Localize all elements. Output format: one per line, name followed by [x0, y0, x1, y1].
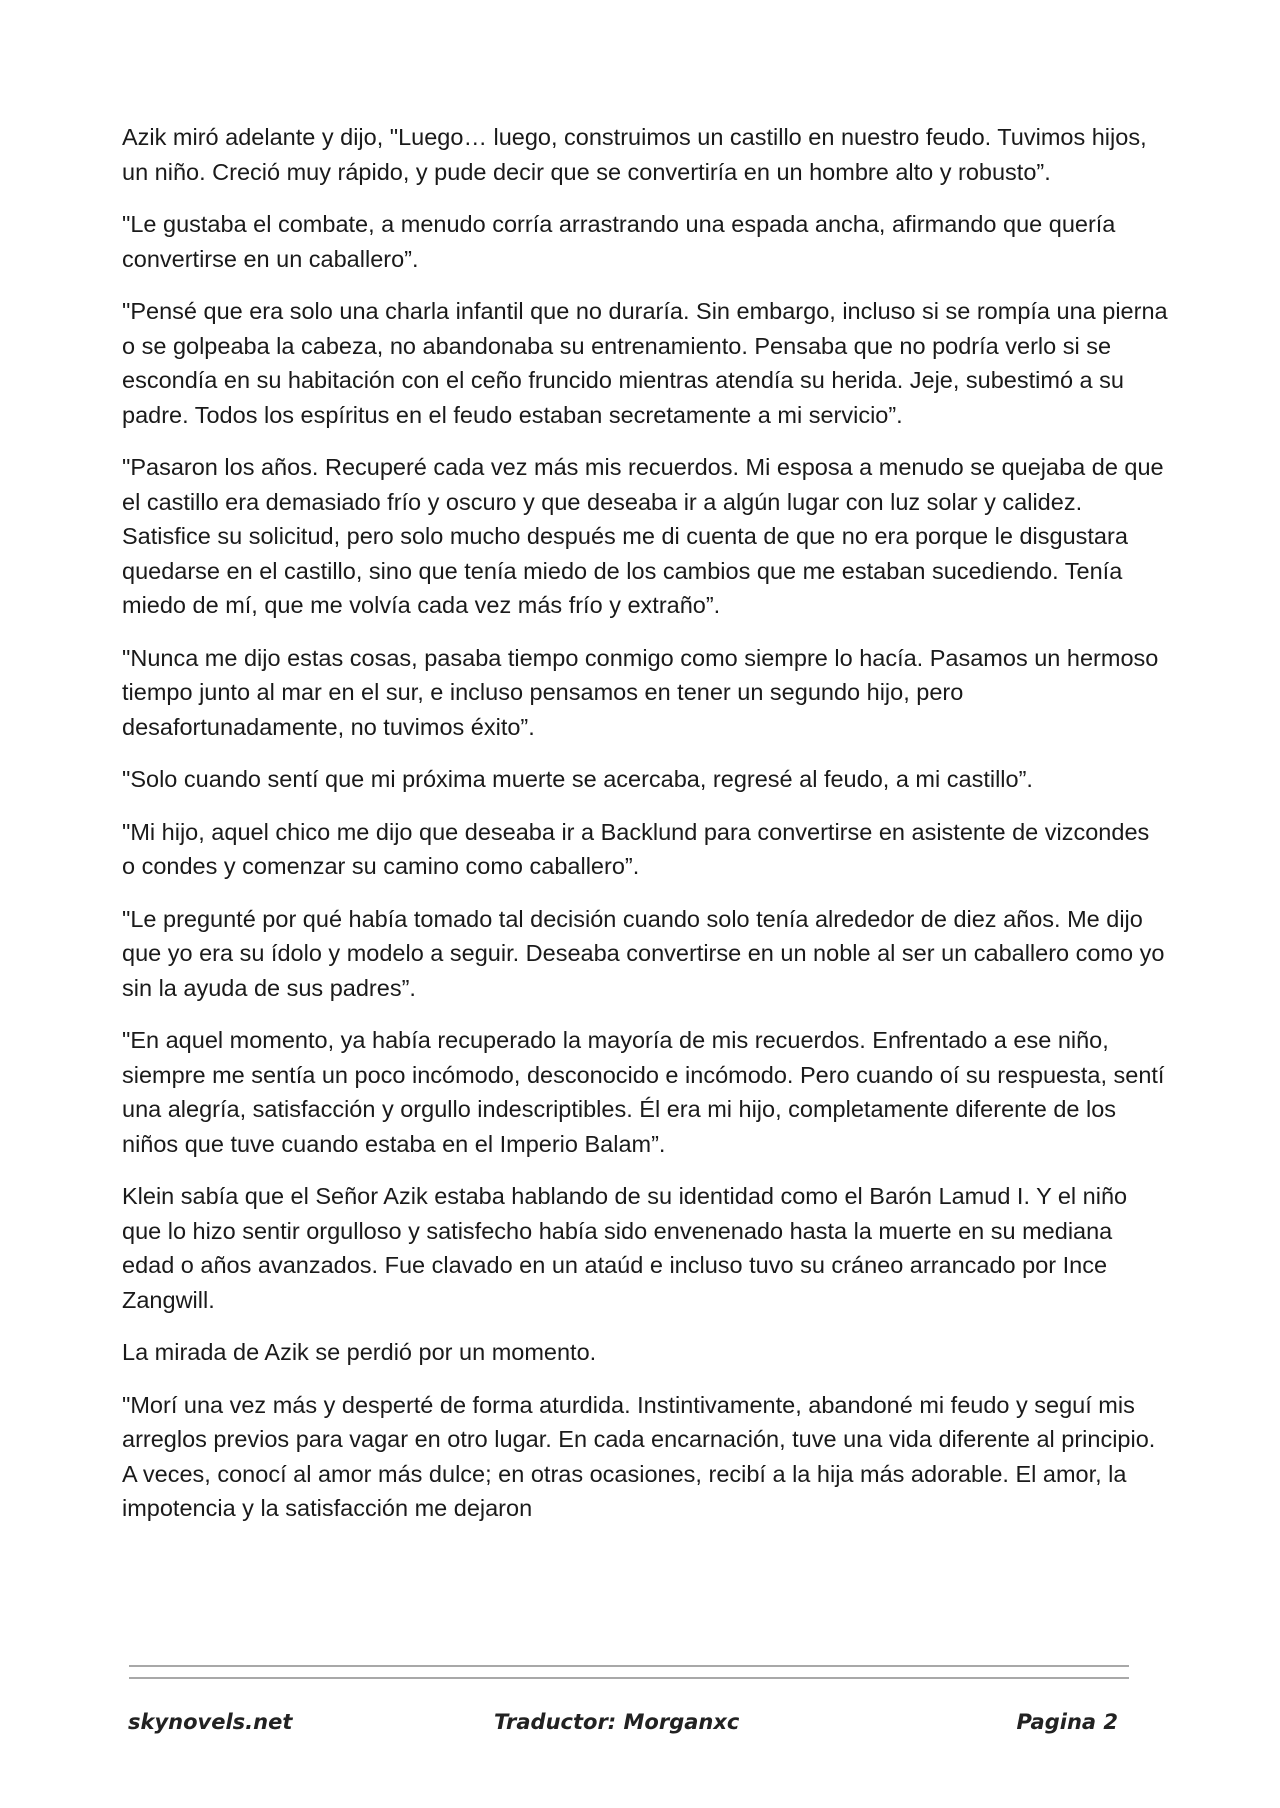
footer-rule-top: [129, 1665, 1129, 1667]
footer-page-number: Pagina 2: [1016, 1710, 1118, 1734]
paragraph: "Nunca me dijo estas cosas, pasaba tiempo conmigo como siempre lo hacía. Pasamos un hermoso tiempo junto al mar en el sur, e incluso pensamos en tener un segundo hijo, pero desafortunadamente, no tuvimos éxito”.: [122, 644, 1159, 740]
paragraph: "Le pregunté por qué había tomado tal decisión cuando solo tenía alrededor de diez años. Me dijo que yo era su ídolo y modelo a seguir. Deseaba convertirse en un noble al ser un caballero como yo sin la ayuda de sus padres”.: [122, 905, 1165, 1001]
footer-divider: [129, 1665, 1129, 1689]
footer-translator: Traductor: Morganxc: [494, 1710, 740, 1734]
paragraph: "Morí una vez más y desperté de forma aturdida. Instintivamente, abandoné mi feudo y seguí mis arreglos previos para vagar en otro lugar. En cada encarnación, tuve una vida diferente al principio. A veces, conocí al amor más dulce; en otras ocasiones, recibí a la hija más adorable. El amor, la impotencia y la satisfacción me dejaron: [122, 1391, 1156, 1521]
paragraph: "Mi hijo, aquel chico me dijo que deseaba ir a Backlund para convertirse en asistente de vizcondes o condes y comenzar su camino como caballero”.: [122, 818, 1150, 879]
paragraph: Klein sabía que el Señor Azik estaba hablando de su identidad como el Barón Lamud I. Y el niño que lo hizo sentir orgulloso y satisfecho había sido envenenado hasta la muerte en su mediana edad o años avanzados. Fue clavado en un ataúd e incluso tuvo su cráneo arrancado por Ince Zangwill.: [122, 1183, 1128, 1313]
paragraph: "En aquel momento, ya había recuperado la mayoría de mis recuerdos. Enfrentado a ese niño, siempre me sentía un poco incómodo, desconocido e incómodo. Pero cuando oí su respuesta, sentí una alegría, satisfacción y orgullo indescriptibles. Él era mi hijo, completamente diferente de los niños que tuve cuando estaba en el Imperio Balam”.: [122, 1027, 1165, 1157]
paragraph: "Le gustaba el combate, a menudo corría arrastrando una espada ancha, afirmando que quería convertirse en un caballero”.: [122, 211, 1116, 272]
paragraph: "Solo cuando sentí que mi próxima muerte se acercaba, regresé al feudo, a mi castillo”.: [122, 766, 1033, 792]
paragraph: Azik miró adelante y dijo, "Luego… luego, construimos un castillo en nuestro feudo. Tuvimos hijos, un niño. Creció muy rápido, y pude decir que se convertiría en un hombre alto y robusto”.: [122, 124, 1147, 185]
paragraph: "Pensé que era solo una charla infantil que no duraría. Sin embargo, incluso si se rompía una pierna o se golpeaba la cabeza, no abandonaba su entrenamiento. Pensaba que no podría verlo si se escondía en su habitación con el ceño fruncido mientras atendía su herida. Jeje, subestimó a su padre. Todos los espíritus en el feudo estaban secretamente a mi servicio”.: [122, 298, 1168, 428]
document-body: [122, 120, 1168, 1544]
paragraph: La mirada de Azik se perdió por un momento.: [122, 1339, 597, 1365]
page-footer: [128, 1710, 1118, 1750]
footer-rule-bottom: [129, 1677, 1129, 1679]
footer-site: skynovels.net: [128, 1710, 293, 1734]
paragraph: "Pasaron los años. Recuperé cada vez más mis recuerdos. Mi esposa a menudo se quejaba de que el castillo era demasiado frío y oscuro y que deseaba ir a algún lugar con luz solar y calidez. Satisfice su solicitud, pero solo mucho después me di cuenta de que no era porque le disgustara quedarse en el castillo, sino que tenía miedo de los cambios que me estaban sucediendo. Tenía miedo de mí, que me volvía cada vez más frío y extraño”.: [122, 454, 1164, 618]
